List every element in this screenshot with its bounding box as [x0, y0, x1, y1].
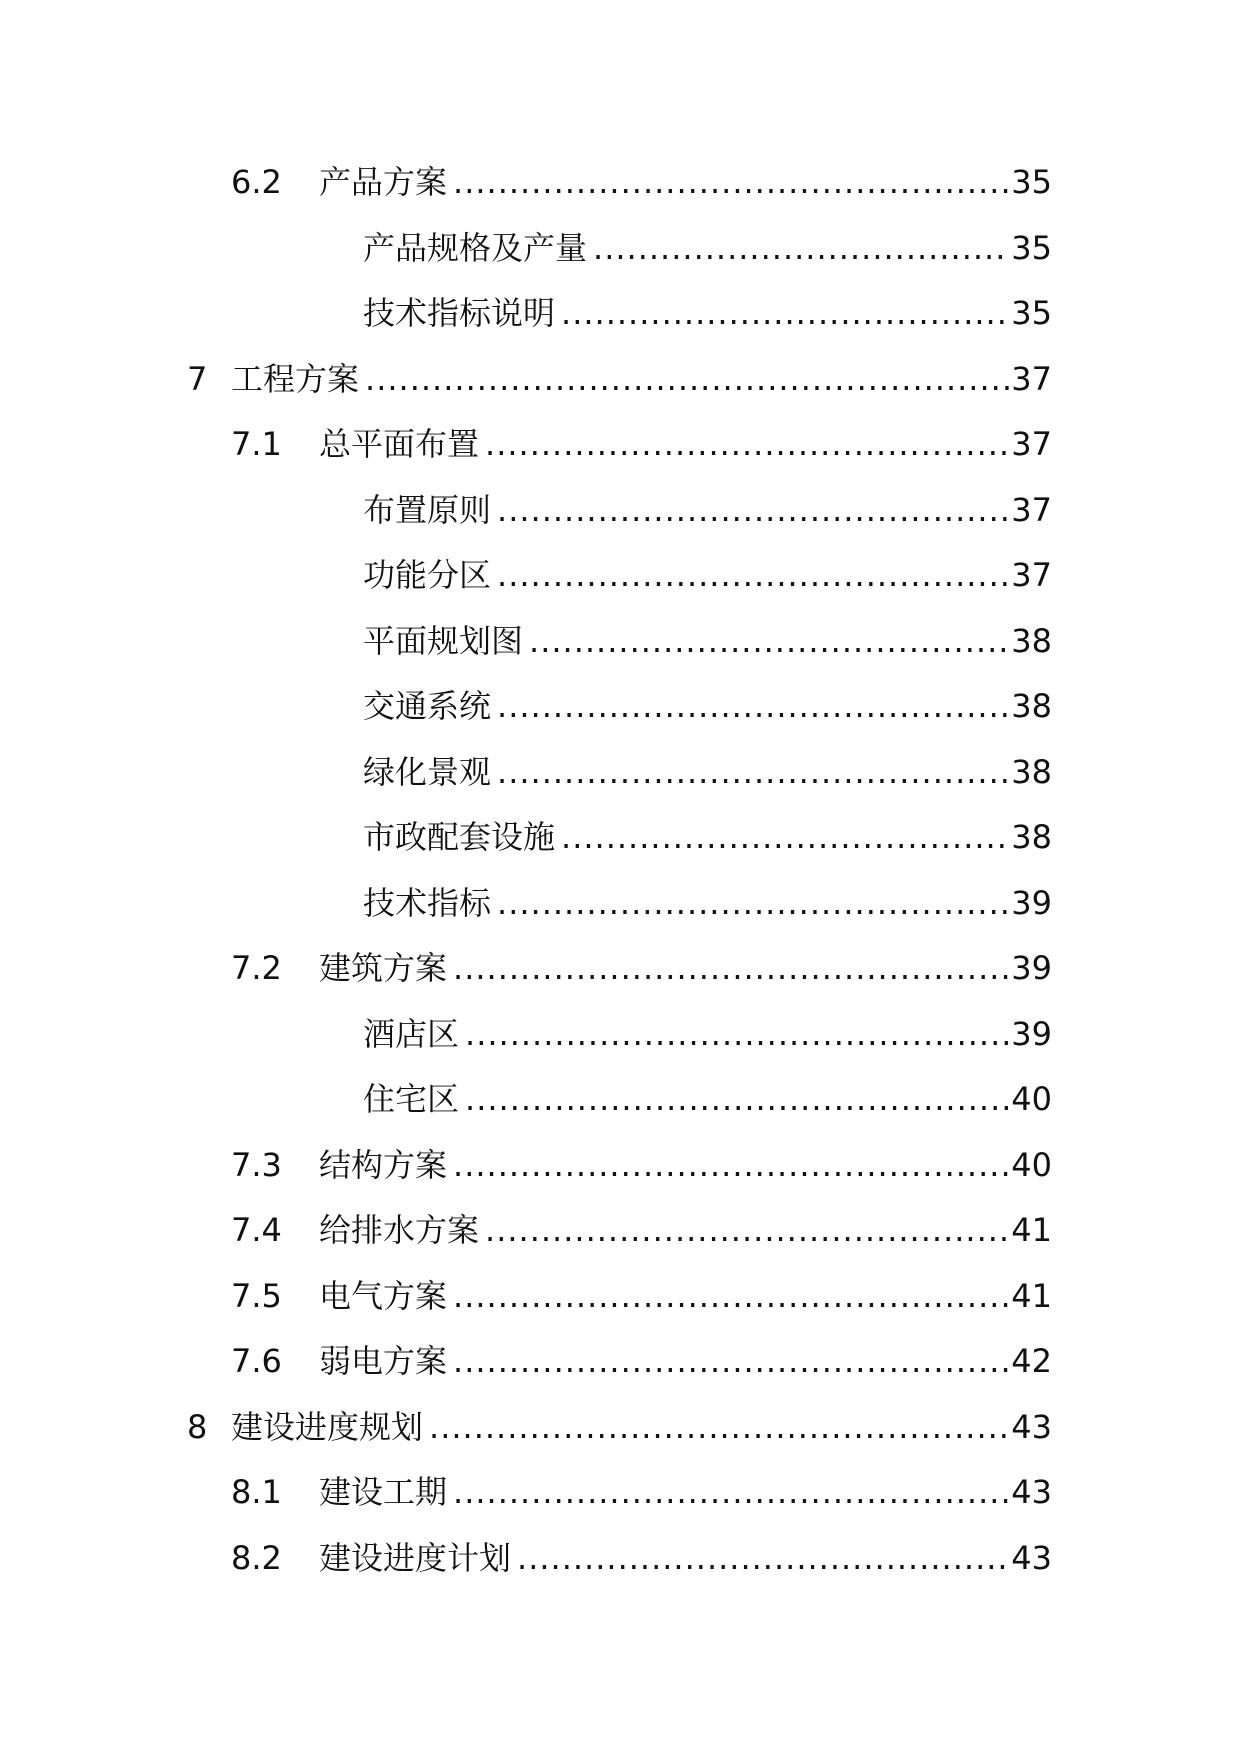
toc-entry[interactable] [0, 674, 1241, 740]
toc-entry-leader [363, 216, 1052, 282]
toc-entry[interactable] [0, 936, 1241, 1002]
toc-entry-number: 6.2 [231, 163, 282, 201]
toc-dot-leader [453, 1329, 1009, 1395]
toc-entry-page: 37 [1011, 359, 1052, 398]
toc-entry-number: 8.2 [231, 1538, 282, 1577]
toc-entry-number: 8 [187, 1407, 208, 1446]
toc-entry-page: 39 [1011, 949, 1052, 987]
toc-dot-leader [453, 936, 1009, 1002]
toc-entry-title: 平面规划图 [363, 621, 524, 660]
toc-entry-title: 总平面布置 [319, 425, 480, 463]
toc-entry-title: 市政配套设施 [363, 818, 556, 856]
toc-entry-leader [319, 1460, 1052, 1526]
toc-entry[interactable] [0, 1002, 1241, 1068]
toc-entry-leader [231, 347, 1052, 413]
toc-dot-leader [453, 150, 1009, 216]
toc-entry-leader [319, 1133, 1052, 1199]
toc-entry[interactable] [0, 412, 1241, 478]
toc-dot-leader [453, 1133, 1009, 1199]
toc-entry-title: 住宅区 [363, 1080, 460, 1118]
toc-entry-page: 35 [1011, 163, 1052, 201]
toc-entry-page: 37 [1011, 425, 1052, 463]
toc-dot-leader [485, 412, 1009, 478]
toc-dot-leader [593, 216, 1009, 282]
toc-entry[interactable] [0, 740, 1241, 806]
toc-entry-title: 结构方案 [319, 1145, 448, 1184]
toc-entry-leader [319, 1264, 1052, 1330]
toc-entry[interactable] [0, 1329, 1241, 1395]
toc-entry-title: 建设进度计划 [319, 1538, 512, 1577]
toc-entry-leader [319, 1526, 1052, 1592]
toc-entry-page: 38 [1011, 687, 1052, 725]
toc-entry-title: 布置原则 [363, 490, 492, 529]
toc-dot-leader [485, 1198, 1009, 1264]
toc-entry-leader [319, 1329, 1052, 1395]
toc-entry-title: 技术指标 [363, 883, 492, 922]
toc-entry-page: 43 [1011, 1473, 1052, 1511]
toc-entry-title: 产品规格及产量 [363, 228, 588, 267]
toc-entry-title: 绿化景观 [363, 752, 492, 791]
toc-entry[interactable] [0, 1067, 1241, 1133]
toc-entry-title: 建设进度规划 [231, 1407, 424, 1446]
toc-entry-title: 给排水方案 [319, 1211, 480, 1249]
toc-dot-leader [429, 1395, 1009, 1461]
toc-entry[interactable] [0, 150, 1241, 216]
toc-entry-leader [363, 543, 1052, 609]
toc-dot-leader [453, 1264, 1009, 1330]
toc-entry[interactable] [0, 1198, 1241, 1264]
toc-entry-page: 37 [1011, 490, 1052, 529]
toc-entry-number: 7.6 [231, 1342, 282, 1380]
toc-entry-leader [363, 871, 1052, 937]
toc-entry-page: 43 [1011, 1407, 1052, 1446]
toc-entry-page: 43 [1011, 1538, 1052, 1577]
toc-entry-leader [363, 1067, 1052, 1133]
toc-dot-leader [497, 871, 1009, 937]
toc-dot-leader [497, 543, 1009, 609]
toc-entry[interactable] [0, 1526, 1241, 1592]
toc-entry-number: 7 [187, 359, 208, 398]
toc-entry-page: 38 [1011, 752, 1052, 791]
toc-entry-page: 39 [1011, 1014, 1052, 1053]
toc-entry-leader [363, 1002, 1052, 1068]
toc-entry[interactable] [0, 609, 1241, 675]
toc-entry-page: 38 [1011, 621, 1052, 660]
toc-entry-title: 产品方案 [319, 163, 448, 201]
toc-entry[interactable] [0, 281, 1241, 347]
toc-entry-page: 42 [1011, 1342, 1052, 1380]
toc-dot-leader [497, 478, 1009, 544]
toc-entry-leader [363, 281, 1052, 347]
toc-entry-leader [319, 150, 1052, 216]
toc-entry-leader [363, 740, 1052, 806]
toc-entry-page: 37 [1011, 556, 1052, 594]
toc-entry-number: 8.1 [231, 1473, 282, 1511]
table-of-contents [0, 150, 1241, 1591]
toc-entry-title: 建设工期 [319, 1473, 448, 1511]
toc-entry-leader [363, 609, 1052, 675]
toc-entry-title: 酒店区 [363, 1014, 460, 1053]
toc-entry[interactable] [0, 543, 1241, 609]
toc-entry-page: 39 [1011, 883, 1052, 922]
toc-dot-leader [497, 674, 1009, 740]
toc-entry-title: 功能分区 [363, 556, 492, 594]
toc-entry-page: 40 [1011, 1080, 1052, 1118]
toc-dot-leader [561, 281, 1009, 347]
toc-dot-leader [365, 347, 1009, 413]
toc-dot-leader [561, 805, 1009, 871]
toc-entry[interactable] [0, 1264, 1241, 1330]
toc-entry[interactable] [0, 805, 1241, 871]
toc-entry-title: 工程方案 [231, 359, 360, 398]
toc-entry-page: 40 [1011, 1145, 1052, 1184]
toc-entry[interactable] [0, 1133, 1241, 1199]
toc-entry-number: 7.4 [231, 1211, 282, 1249]
toc-entry-number: 7.5 [231, 1276, 282, 1315]
toc-dot-leader [453, 1460, 1009, 1526]
toc-dot-leader [517, 1526, 1009, 1592]
toc-entry-page: 35 [1011, 228, 1052, 267]
toc-entry[interactable] [0, 216, 1241, 282]
toc-entry-leader [319, 412, 1052, 478]
toc-entry-leader [363, 478, 1052, 544]
toc-entry[interactable] [0, 871, 1241, 937]
toc-entry-leader [319, 1198, 1052, 1264]
toc-entry-page: 35 [1011, 294, 1052, 332]
toc-entry-leader [363, 674, 1052, 740]
toc-entry[interactable] [0, 1460, 1241, 1526]
toc-dot-leader [497, 740, 1009, 806]
toc-entry-title: 交通系统 [363, 687, 492, 725]
toc-entry-number: 7.3 [231, 1145, 282, 1184]
toc-entry[interactable] [0, 1395, 1241, 1461]
toc-entry[interactable] [0, 478, 1241, 544]
toc-entry-title: 弱电方案 [319, 1342, 448, 1380]
toc-entry[interactable] [0, 347, 1241, 413]
toc-entry-page: 41 [1011, 1211, 1052, 1249]
toc-entry-page: 41 [1011, 1276, 1052, 1315]
toc-dot-leader [465, 1002, 1009, 1068]
toc-entry-leader [319, 936, 1052, 1002]
toc-entry-title: 技术指标说明 [363, 294, 556, 332]
toc-entry-leader [231, 1395, 1052, 1461]
toc-entry-title: 电气方案 [319, 1276, 448, 1315]
toc-entry-leader [363, 805, 1052, 871]
toc-dot-leader [465, 1067, 1009, 1133]
toc-entry-page: 38 [1011, 818, 1052, 856]
toc-dot-leader [529, 609, 1009, 675]
toc-entry-number: 7.2 [231, 949, 282, 987]
toc-entry-title: 建筑方案 [319, 949, 448, 987]
toc-entry-number: 7.1 [231, 425, 282, 463]
